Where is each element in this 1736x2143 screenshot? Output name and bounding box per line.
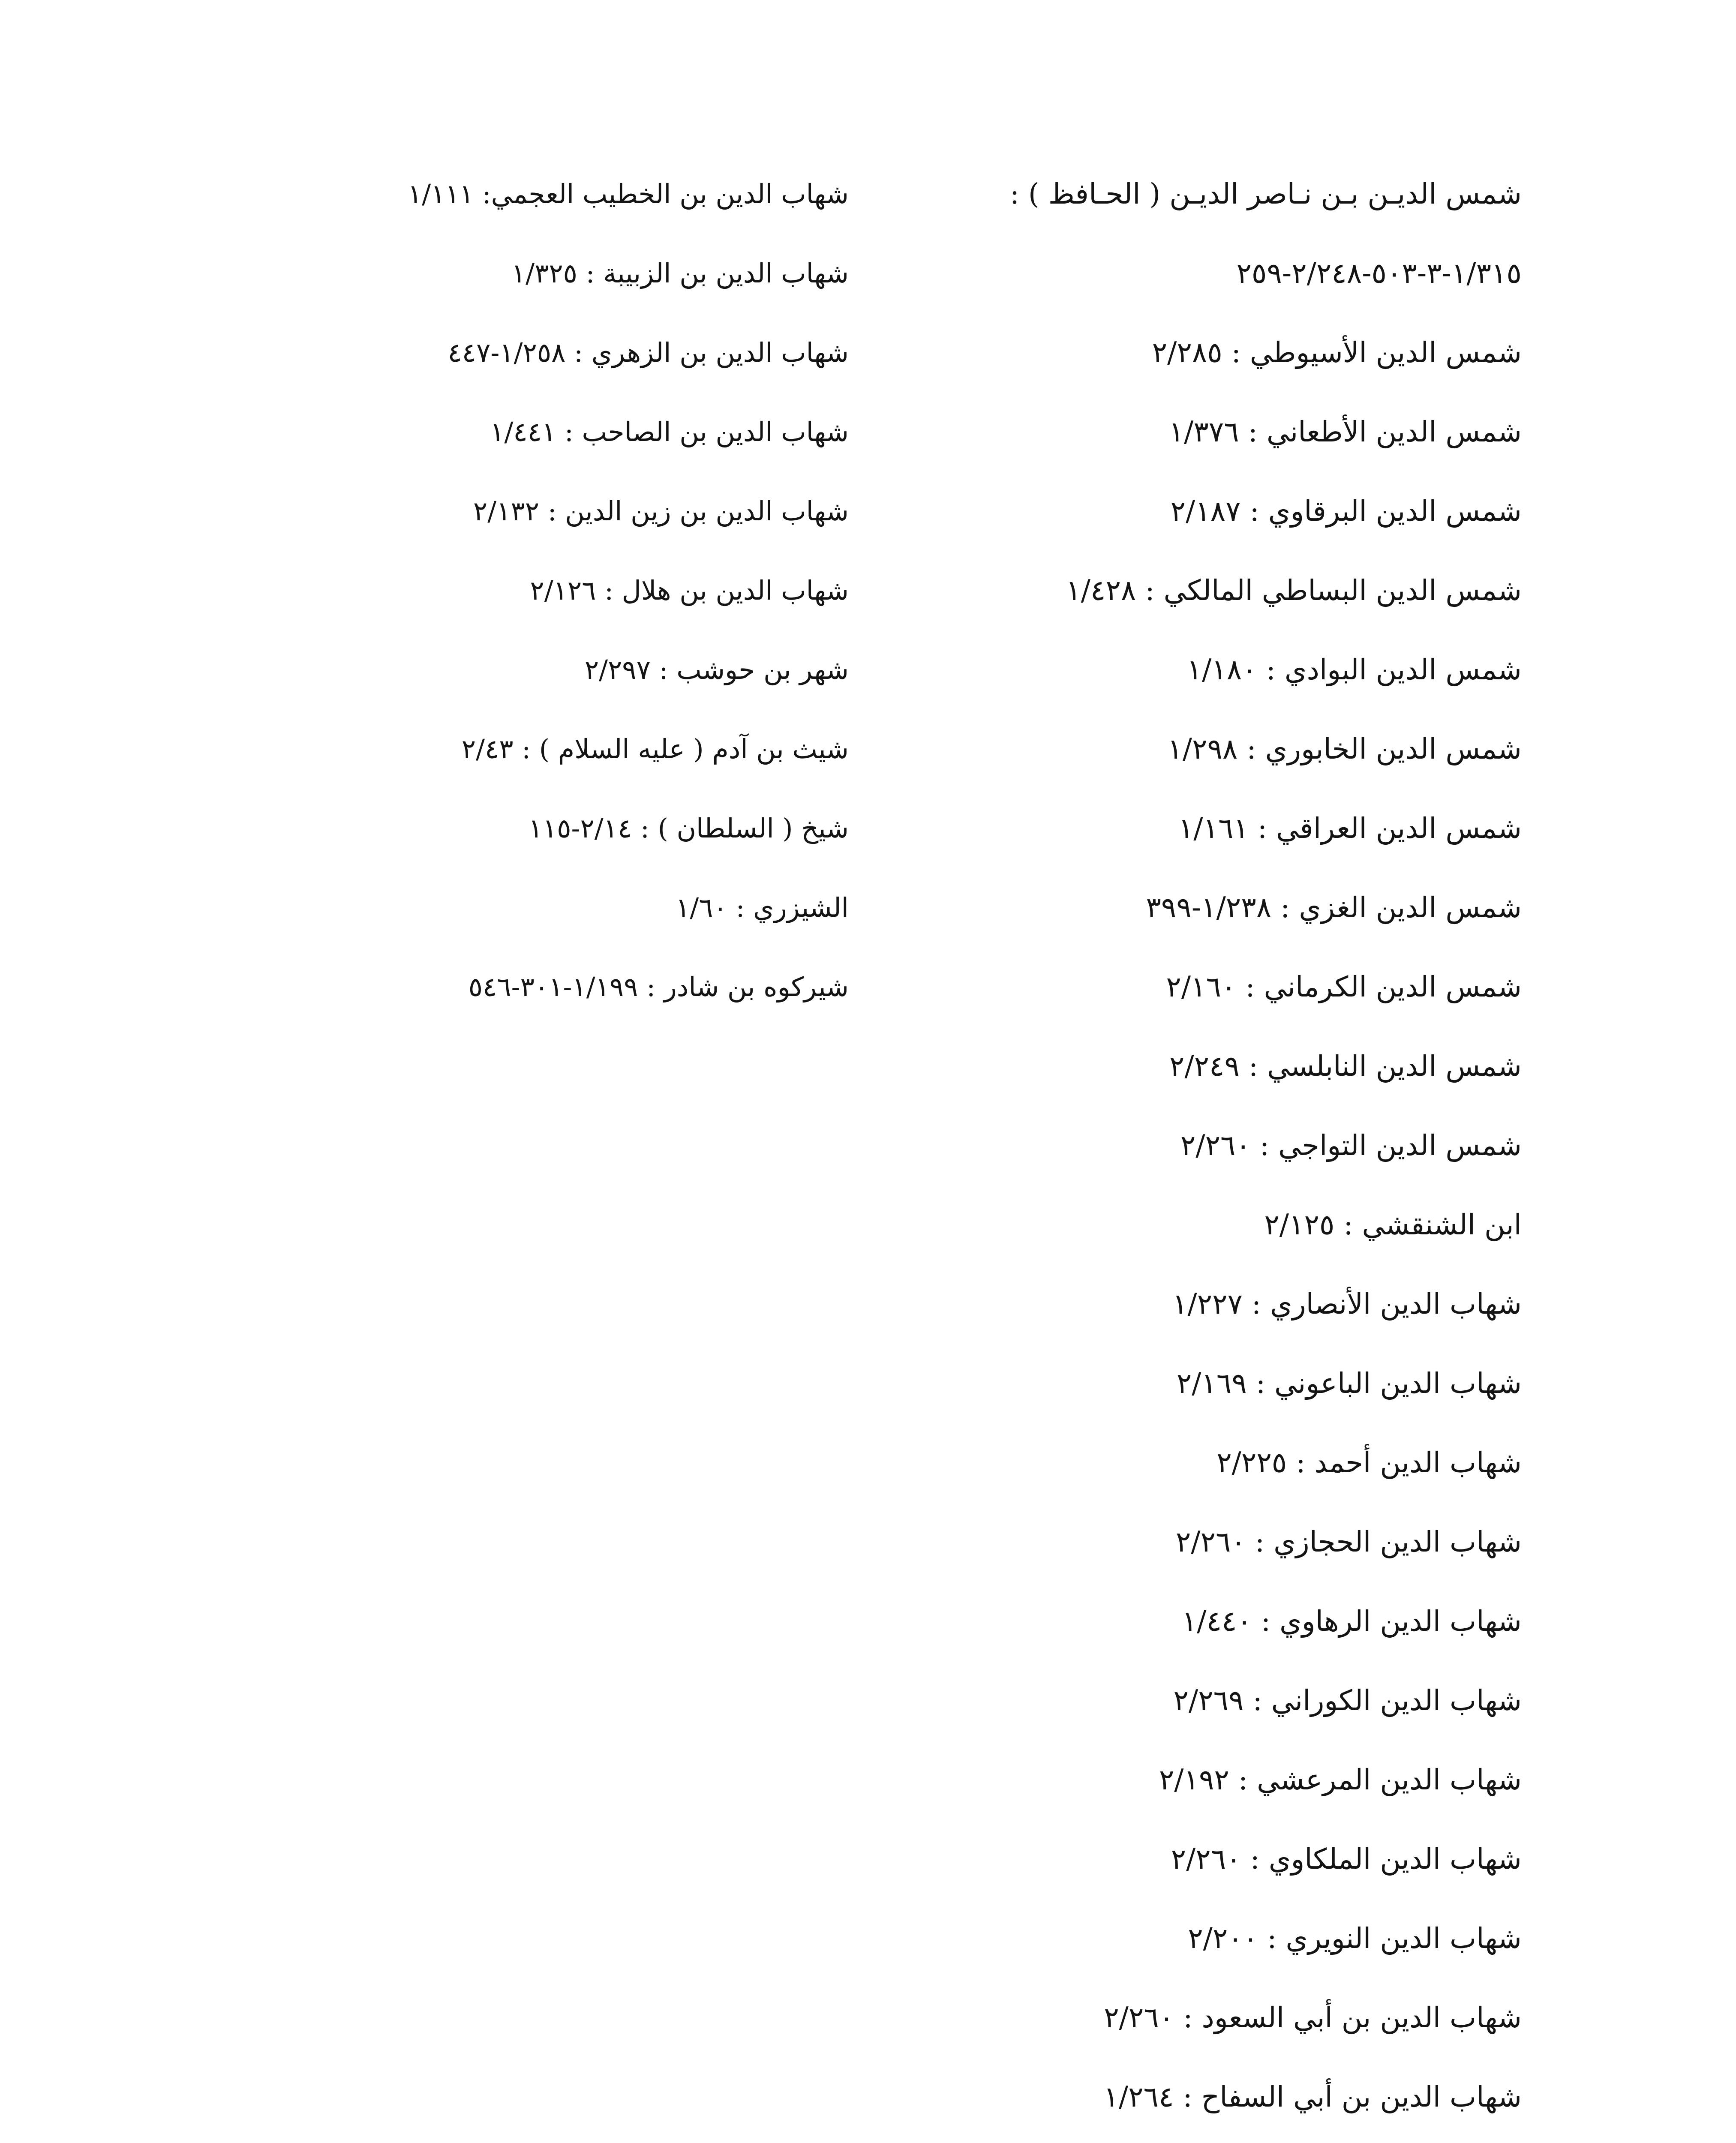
index-entry: شمس الدين البوادي : ١/١٨٠ xyxy=(1186,653,1522,686)
index-entry: شمس الدين الأسيوطي : ٢/٢٨٥ xyxy=(1152,336,1522,369)
index-entry: شمس الدين الكرماني : ٢/١٦٠ xyxy=(1166,970,1522,1003)
index-entry: شهاب الدين الكوراني : ٢/٢٦٩ xyxy=(1173,1684,1522,1717)
index-entry: شيث بن آدم ( عليه السلام ) : ٢/٤٣ xyxy=(461,733,849,765)
index-entry: شهاب الدين الأنصاري : ١/٢٢٧ xyxy=(1172,1288,1522,1321)
index-entry: شمس الدين الغزي : ١/٢٣٨-٣٩٩ xyxy=(1146,891,1522,924)
index-entry: شهاب الدين الباعوني : ٢/١٦٩ xyxy=(1176,1367,1522,1400)
index-entry: شهاب الدين بن أبي السعود : ٢/٢٦٠ xyxy=(1104,2001,1522,2034)
index-entry: شمس الدين النابلسي : ٢/٢٤٩ xyxy=(1169,1050,1522,1083)
index-entry: شهاب الدين بن زين الدين : ٢/١٣٢ xyxy=(473,495,849,527)
index-entry: شهاب الدين بن أبي السفاح : ١/٢٦٤ xyxy=(1103,2080,1522,2113)
index-entry: شهاب الدين بن الزبيبة : ١/٣٢٥ xyxy=(511,258,849,289)
index-entry: شهاب الدين النويري : ٢/٢٠٠ xyxy=(1188,1922,1522,1955)
index-entry: الشيزري : ١/٦٠ xyxy=(676,892,849,923)
index-entry: شمس الدين البرقاوي : ٢/١٨٧ xyxy=(1170,495,1522,528)
index-column-left xyxy=(180,154,849,1026)
index-entry: شمس الدين العراقي : ١/١٦١ xyxy=(1178,812,1522,845)
index-entry: شمس الدين البساطي المالكي : ١/٤٢٨ xyxy=(1066,574,1522,607)
index-entry: شهاب الدين بن هلال : ٢/١٢٦ xyxy=(530,575,849,606)
index-entry: شهاب الدين الحجازي : ٢/٢٦٠ xyxy=(1175,1525,1522,1558)
index-entry: شمس الدين التواجي : ٢/٢٦٠ xyxy=(1180,1129,1522,1162)
index-entry: شهاب الدين الملكاوي : ٢/٢٦٠ xyxy=(1171,1843,1522,1876)
index-entry: شمس الدين الخابوري : ١/٢٩٨ xyxy=(1167,732,1522,765)
index-entry: شهاب الدين بن الخطيب العجمي: ١/١١١ xyxy=(407,178,849,210)
index-entry: شهاب الدين بن الصاحب : ١/٤٤١ xyxy=(490,416,849,447)
index-entry: ١/٣١٥-٣-٥٠٣-٢/٢٤٨-٢٥٩ xyxy=(1236,257,1522,290)
index-entry: شهر بن حوشب : ٢/٢٩٧ xyxy=(584,654,849,685)
index-entry: شيخ ( السلطان ) : ٢/١٤-١١٥ xyxy=(528,813,849,844)
index-entry: شهاب الدين بن الزهري : ١/٢٥٨-٤٤٧ xyxy=(448,337,849,368)
index-entry: ابن الشنقشي : ٢/١٢٥ xyxy=(1264,1208,1522,1241)
index-entry: شمس الدين الأطعاني : ١/٣٧٦ xyxy=(1168,415,1522,448)
index-entry: شهاب الدين الرهاوي : ١/٤٤٠ xyxy=(1181,1605,1522,1638)
index-entry: شهاب الدين المرعشي : ٢/١٩٢ xyxy=(1159,1763,1522,1796)
index-column-right xyxy=(857,154,1522,2137)
index-entry: شيركوه بن شادر : ١/١٩٩-٣٠١-٥٤٦ xyxy=(468,971,849,1002)
index-entry: شمس الديـن بـن نـاصر الديـن ( الحـافظ ) : xyxy=(1009,177,1522,210)
index-entry: شهاب الدين أحمد : ٢/٢٢٥ xyxy=(1216,1446,1522,1479)
